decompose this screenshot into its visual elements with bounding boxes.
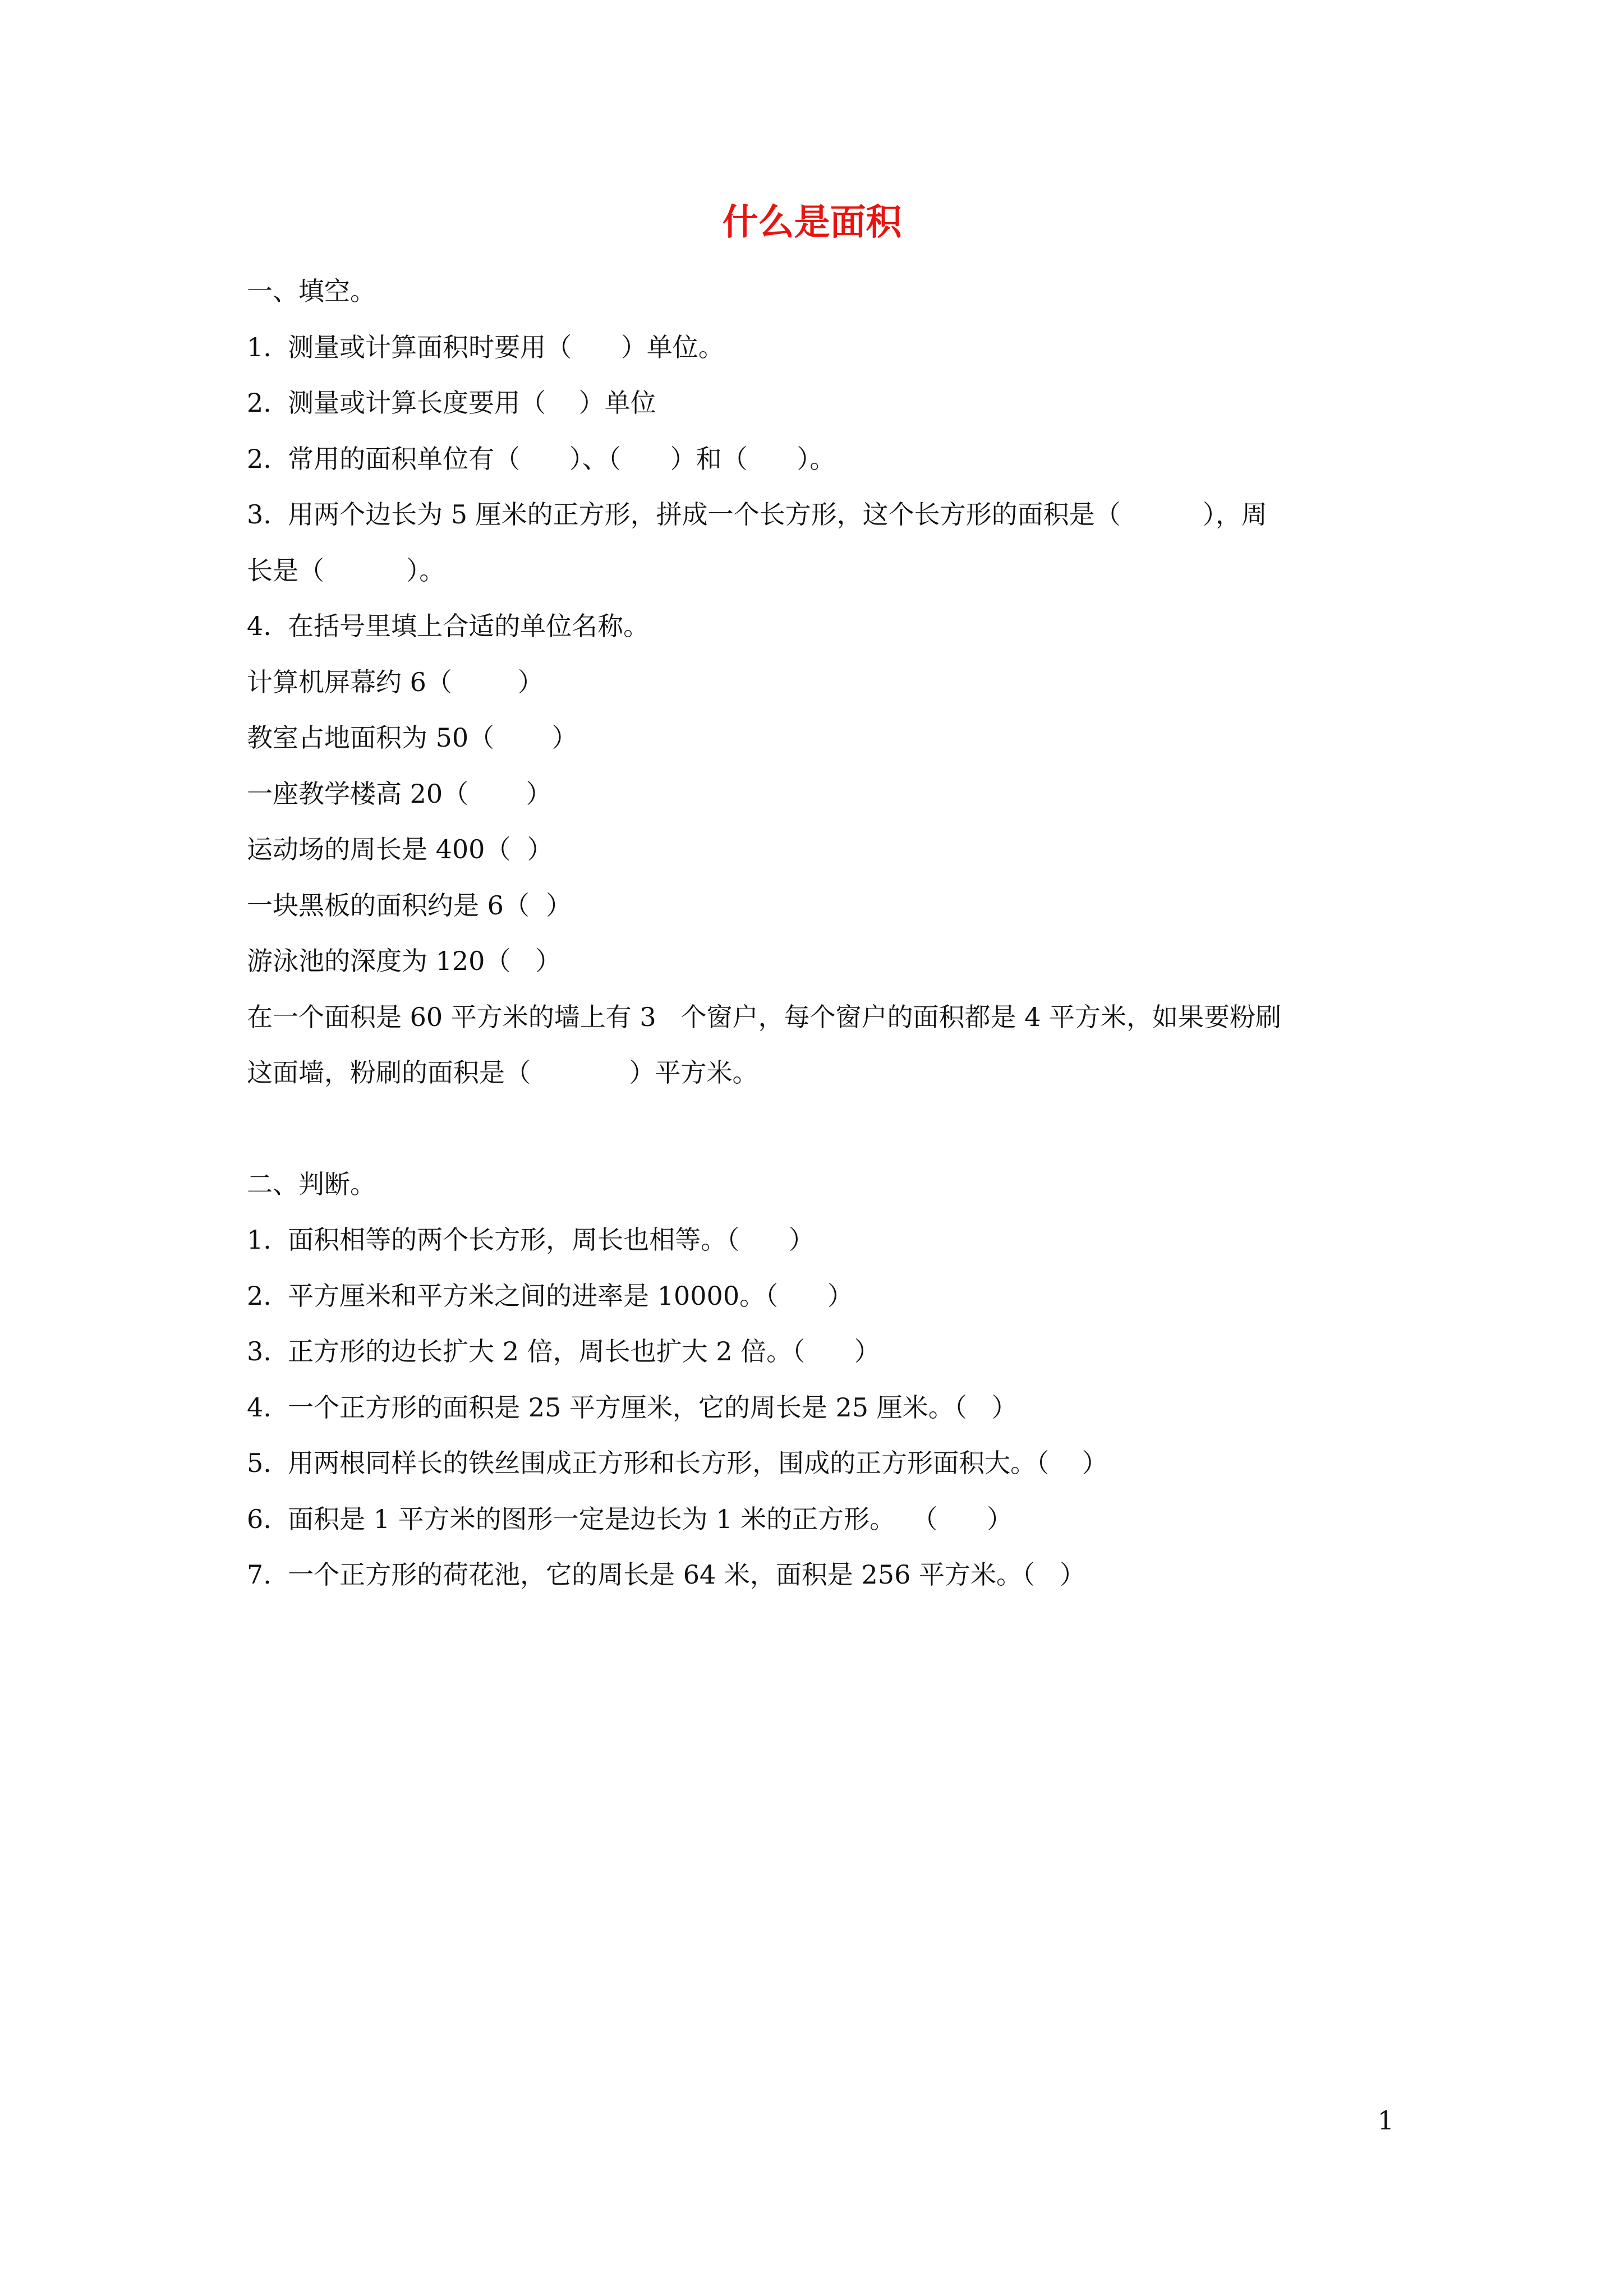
- section-true-false: [247, 1157, 1391, 1603]
- question-line: 6. 面积是 1 平方米的图形一定是边长为 1 米的正方形。 （ ）: [247, 1503, 1013, 1534]
- question-line: 2. 平方厘米和平方米之间的进率是 10000。（ ）: [247, 1280, 853, 1311]
- question-line: 1. 测量或计算面积时要用（ ）单位。: [247, 332, 724, 362]
- question-line: 3. 用两个边长为 5 厘米的正方形，拼成一个长方形，这个长方形的面积是（ ），周: [247, 499, 1267, 530]
- question-line: 计算机屏幕约 6（ ）: [247, 666, 544, 697]
- question-line: 这面墙，粉刷的面积是（ ）平方米。: [247, 1057, 758, 1088]
- question-line: 一块黑板的面积约是 6（ ）: [247, 890, 572, 921]
- page-number: 1: [1377, 2105, 1394, 2136]
- question-line: 2. 测量或计算长度要用（ ）单位: [247, 388, 656, 418]
- question-line: 运动场的周长是 400（ ）: [247, 834, 553, 864]
- question-line: 2. 常用的面积单位有（ ）、（ ）和（ ）。: [247, 443, 836, 474]
- question-line: 4. 在括号里填上合适的单位名称。: [247, 611, 650, 641]
- question-line: 长是（ ）。: [247, 555, 445, 586]
- section-heading: 二、判断。: [247, 1168, 376, 1199]
- question-line: 4. 一个正方形的面积是 25 平方厘米，它的周长是 25 厘米。（ ）: [247, 1392, 1018, 1423]
- question-line: 7. 一个正方形的荷花池，它的周长是 64 米，面积是 256 平方米。（ ）: [247, 1559, 1085, 1590]
- section-fill-in-blank: [247, 264, 1391, 1101]
- section-spacer: [247, 1101, 1391, 1157]
- question-line: 1. 面积相等的两个长方形，周长也相等。（ ）: [247, 1225, 815, 1255]
- question-line: 在一个面积是 60 平方米的墙上有 3 个窗户，每个窗户的面积都是 4 平方米，如果要粉刷: [247, 1001, 1282, 1032]
- question-line: 3. 正方形的边长扩大 2 倍，周长也扩大 2 倍。（ ）: [247, 1336, 880, 1366]
- question-line: 一座教学楼高 20（ ）: [247, 778, 552, 809]
- document-title: 什么是面积: [722, 201, 902, 243]
- question-line: 5. 用两根同样长的铁丝围成正方形和长方形，围成的正方形面积大。（ ）: [247, 1448, 1108, 1478]
- question-line: 教室占地面积为 50（ ）: [247, 723, 578, 753]
- section-heading: 一、填空。: [247, 276, 376, 306]
- document-body: [247, 264, 1391, 1603]
- question-line: 游泳池的深度为 120（ ）: [247, 946, 562, 976]
